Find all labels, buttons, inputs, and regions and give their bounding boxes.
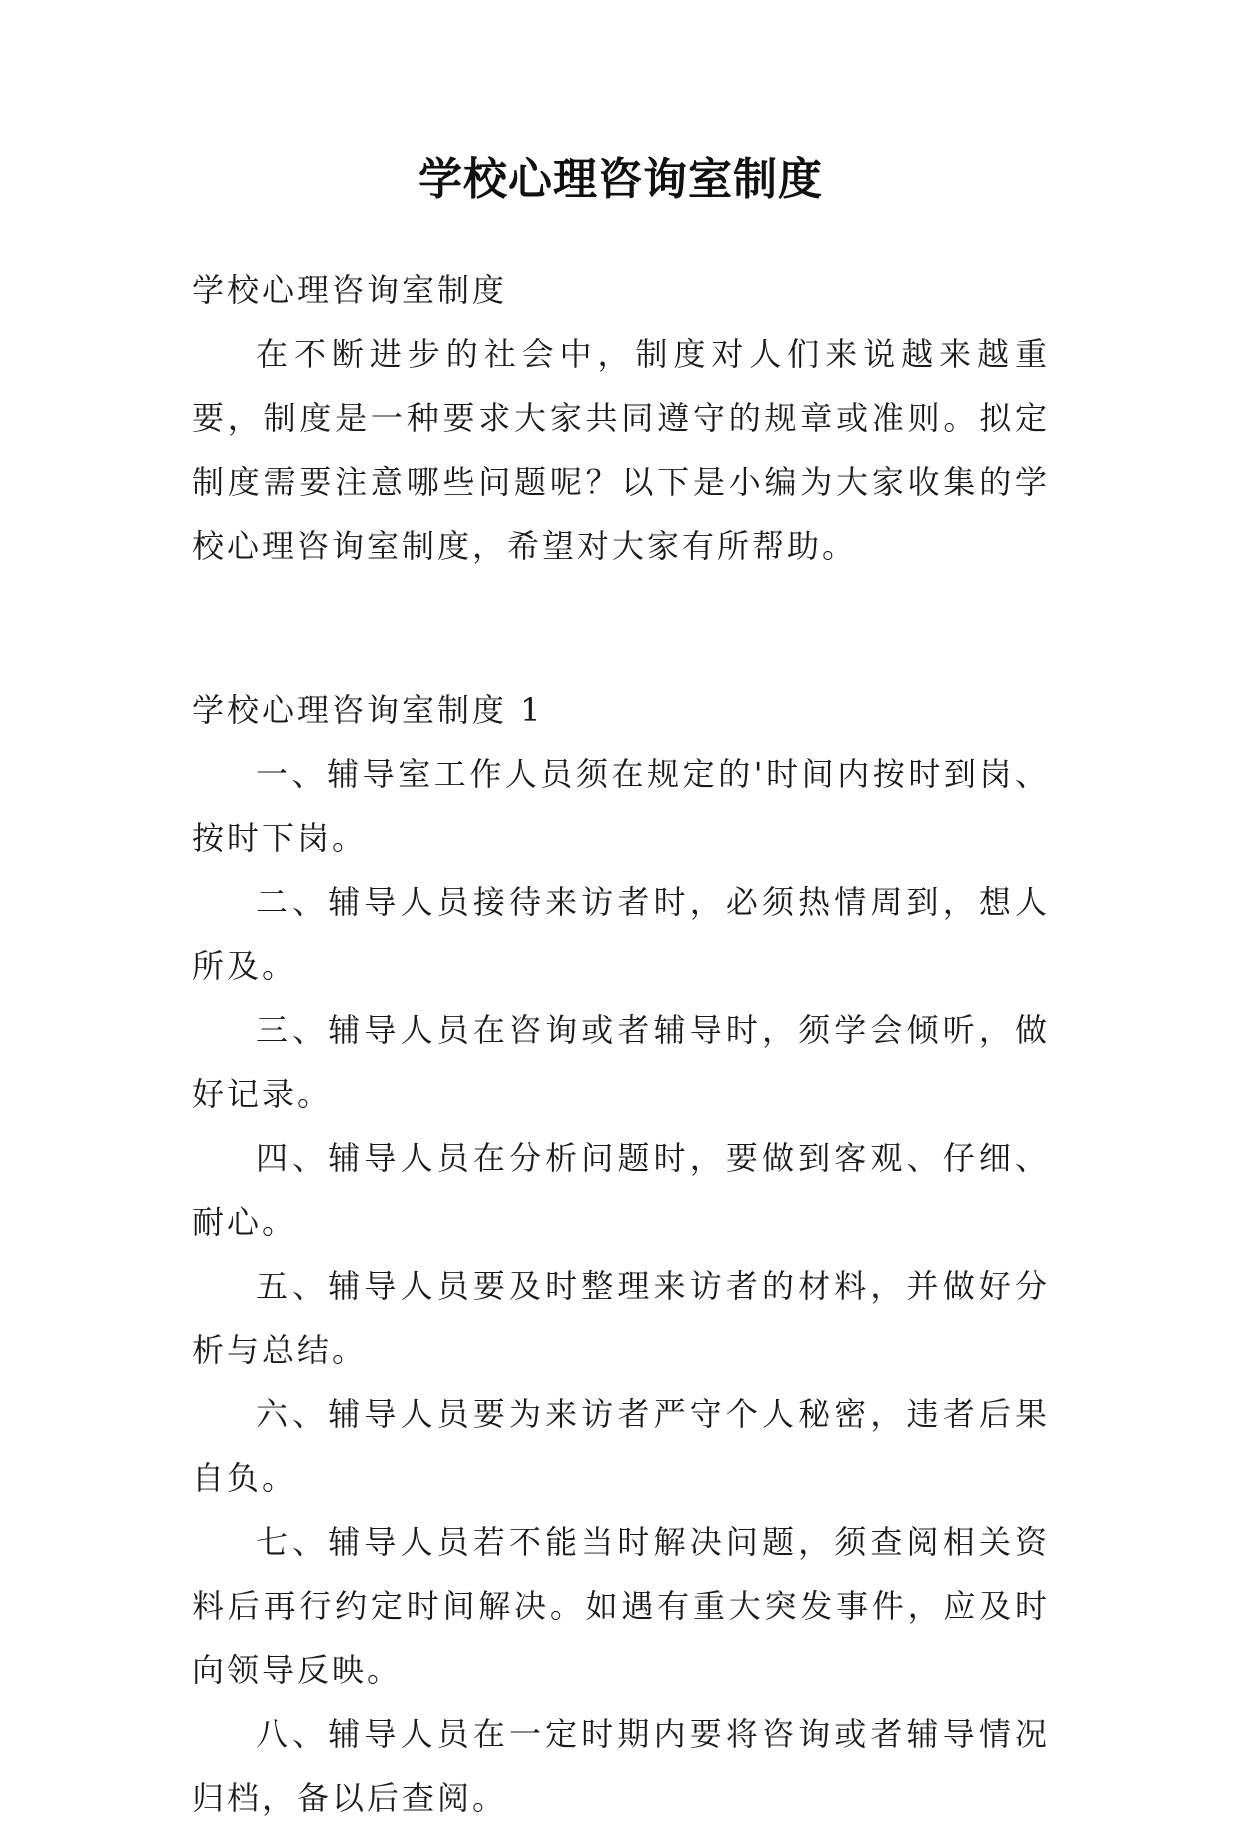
rule-item-6: 六、辅导人员要为来访者严守个人秘密，违者后果自负。 [192, 1395, 1050, 1497]
section-heading: 学校心理咨询室制度 1 [192, 691, 544, 729]
document-body [192, 258, 1050, 1830]
rule-item-4: 四、辅导人员在分析问题时，要做到客观、仔细、耐心。 [192, 1139, 1050, 1241]
document-title: 学校心理咨询室制度 [418, 154, 823, 205]
rule-item-7: 七、辅导人员若不能当时解决问题，须查阅相关资料后再行约定时间解决。如遇有重大突发事件，应及时向领导反映。 [192, 1523, 1050, 1689]
rule-item-5: 五、辅导人员要及时整理来访者的材料，并做好分析与总结。 [192, 1267, 1050, 1369]
section-spacer [192, 578, 1050, 678]
rule-item-8: 八、辅导人员在一定时期内要将咨询或者辅导情况归档，备以后查阅。 [192, 1715, 1050, 1817]
document-subtitle: 学校心理咨询室制度 [192, 271, 508, 309]
intro-paragraph: 在不断进步的社会中，制度对人们来说越来越重要，制度是一种要求大家共同遵守的规章或准则。拟定制度需要注意哪些问题呢？以下是小编为大家收集的学校心理咨询室制度，希望对大家有所帮助。 [192, 335, 1050, 565]
rule-item-2: 二、辅导人员接待来访者时，必须热情周到，想人所及。 [192, 883, 1050, 985]
rule-item-1: 一、辅导室工作人员须在规定的'时间内按时到岗、按时下岗。 [192, 755, 1050, 857]
rule-item-3: 三、辅导人员在咨询或者辅导时，须学会倾听，做好记录。 [192, 1011, 1050, 1113]
